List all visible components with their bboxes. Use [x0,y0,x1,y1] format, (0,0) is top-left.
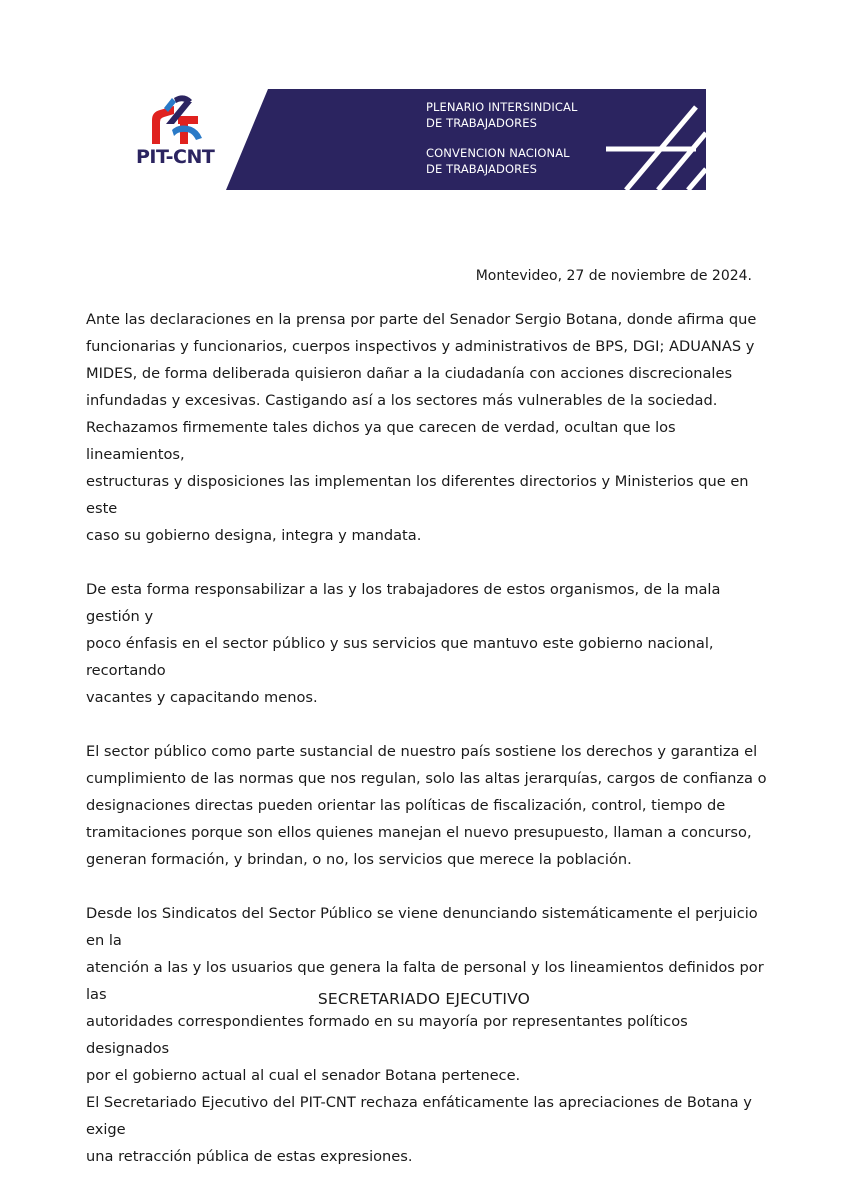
signature: SECRETARIADO EJECUTIVO [317,990,531,1008]
paragraph-1: Ante las declaraciones en la prensa por parte del Senador Sergio Botana, donde afirma que funcionarias y funcionarios, cuerpos inspectivos y administrativos de BPS, DGI; ADUANAS y MIDES, de forma deliberada quisieron dañar a la ciudadanía con acciones discrecionales infundadas y excesivas. Castigando así a los sectores más vulnerables de la sociedad. Rechazamos firmemente tales dichos ya que carecen de verdad, ocultan que los lineamientos, estructuras y disposiciones las implementan los diferentes directorios y Ministerios que en este caso su gobierno designa, integra y mandata. [86,311,757,544]
letter-date: Montevideo, 27 de noviembre de 2024. [475,268,752,284]
organization-banner [226,89,706,190]
banner-line-3: CONVENCION NACIONAL [426,146,570,160]
paragraph-2: De esta forma responsabilizar a las y los trabajadores de estos organismos, de la mala gestión y poco énfasis en el sector público y sus servicios que mantuvo este gobierno nacional, recortando vacantes y capacitando menos. [86,581,721,706]
banner-line-2: DE TRABAJADORES [426,116,537,130]
banner-text [426,99,596,177]
letterhead [130,88,706,190]
banner-line-1: PLENARIO INTERSINDICAL [426,100,578,114]
logo-wordmark: PIT-CNT [136,146,215,168]
pit-cnt-logo [130,88,220,190]
paragraph-4: Desde los Sindicatos del Sector Público se viene denunciando sistemáticamente el perjuicio en la atención a las y los usuarios que genera la falta de personal y los lineamientos definidos por las autoridades correspondientes formado en su mayoría por representantes políticos designados por el gobierno actual al cual el senador Botana pertenece. [86,905,764,1084]
paragraph-5: El Secretariado Ejecutivo del PIT-CNT rechaza enfáticamente las apreciaciones de Botana y exige una retracción pública de estas expresiones. [86,1094,752,1165]
paragraph-3: El sector público como parte sustancial de nuestro país sostiene los derechos y garantiza el cumplimiento de las normas que nos regulan, solo las altas jerarquías, cargos de confianza o designaciones directas pueden orientar las políticas de fiscalización, control, tiempo de tramitaciones porque son ellos quienes manejan el nuevo presupuesto, llaman a concurso, generan formación, y brindan, o no, los servicios que merece la población. [86,743,767,868]
banner-line-4: DE TRABAJADORES [426,162,537,176]
letter-body [86,306,770,1197]
pit-cnt-logo-icon [144,94,206,146]
